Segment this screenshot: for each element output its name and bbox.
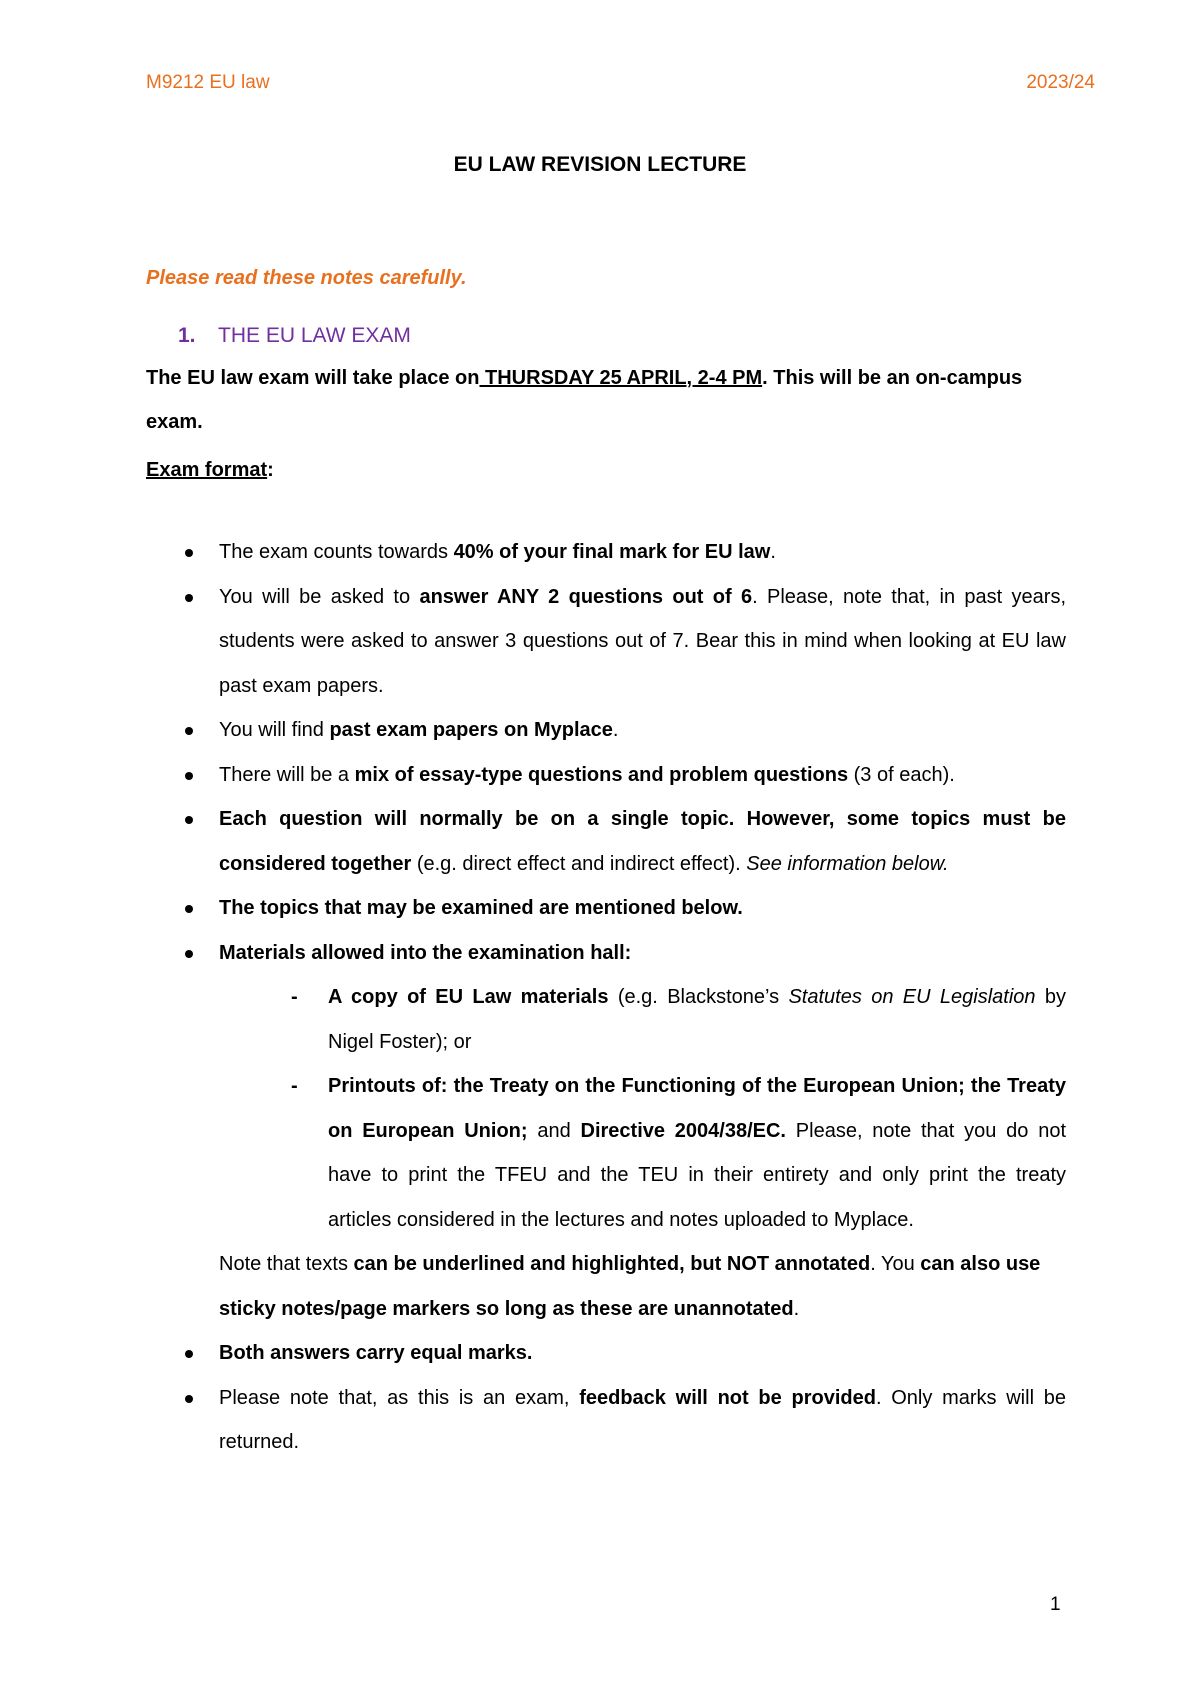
document-title: EU LAW REVISION LECTURE xyxy=(453,153,747,176)
bullet-icon xyxy=(185,1395,193,1403)
section-title: THE EU LAW EXAM xyxy=(218,324,411,347)
list-item: You will be asked to answer ANY 2 questions out of 6. Please, note that, in past years, students were asked to answer 3 questions out of 7. Bear this in mind when looking at EU law past exam papers. xyxy=(146,575,1066,709)
page-number: 1 xyxy=(1050,1594,1061,1615)
header-course-code: M9212 EU law xyxy=(146,72,270,93)
bullet-icon xyxy=(185,727,193,735)
list-item: Each question will normally be on a single topic. However, some topics must be considered together (e.g. direct effect and indirect effect). See information below. xyxy=(146,797,1066,886)
bullet-icon xyxy=(185,772,193,780)
header-year: 2023/24 xyxy=(1026,72,1095,93)
list-item: Both answers carry equal marks. xyxy=(146,1331,1066,1376)
dash-marker: - xyxy=(291,1075,298,1097)
list-item: There will be a mix of essay-type questions and problem questions (3 of each). xyxy=(146,753,1066,798)
exam-format-label: Exam format xyxy=(146,459,268,481)
section-heading xyxy=(178,324,411,348)
list-item: The exam counts towards 40% of your final mark for EU law. xyxy=(146,530,1066,575)
list-item: Materials allowed into the examination hall: xyxy=(146,931,1066,976)
dash-marker: - xyxy=(291,986,298,1008)
exam-intro xyxy=(146,356,1066,444)
exam-format-colon: : xyxy=(267,459,274,481)
bullet-icon xyxy=(185,816,193,824)
exam-format-heading xyxy=(146,448,1066,492)
list-item: The topics that may be examined are mentioned below. xyxy=(146,886,1066,931)
intro-text-1: The EU law exam will take place on xyxy=(146,367,480,389)
bullet-icon xyxy=(185,905,193,913)
bullet-icon xyxy=(185,1350,193,1358)
bullet-icon xyxy=(185,950,193,958)
read-carefully-note: Please read these notes carefully. xyxy=(146,267,467,289)
sub-list-item: - Printouts of: the Treaty on the Functioning of the European Union; the Treaty on European Union; and Directive 2004/38/EC. Please, note that you do not have to print the TFEU and the TEU in their entirety and only print the treaty articles considered in the lectures and notes uploaded to Myplace. xyxy=(146,1064,1066,1242)
intro-date: THURSDAY 25 APRIL, 2-4 PM xyxy=(479,367,763,389)
bullet-icon xyxy=(185,549,193,557)
list-item: Please note that, as this is an exam, feedback will not be provided. Only marks will be returned. xyxy=(146,1376,1066,1465)
bullet-icon xyxy=(185,594,193,602)
intro-text-2: . This will be an on-campus exam. xyxy=(146,367,1023,433)
annotation-note: Note that texts can be underlined and highlighted, but NOT annotated. You can also use sticky notes/page markers so long as these are unannotated. xyxy=(219,1253,1041,1320)
exam-format-list xyxy=(146,530,1066,1465)
sub-list-item: - A copy of EU Law materials (e.g. Blackstone’s Statutes on EU Legislation by Nigel Foster); or xyxy=(146,975,1066,1064)
list-item: You will find past exam papers on Myplace. xyxy=(146,708,1066,753)
section-number: 1. xyxy=(178,324,196,347)
